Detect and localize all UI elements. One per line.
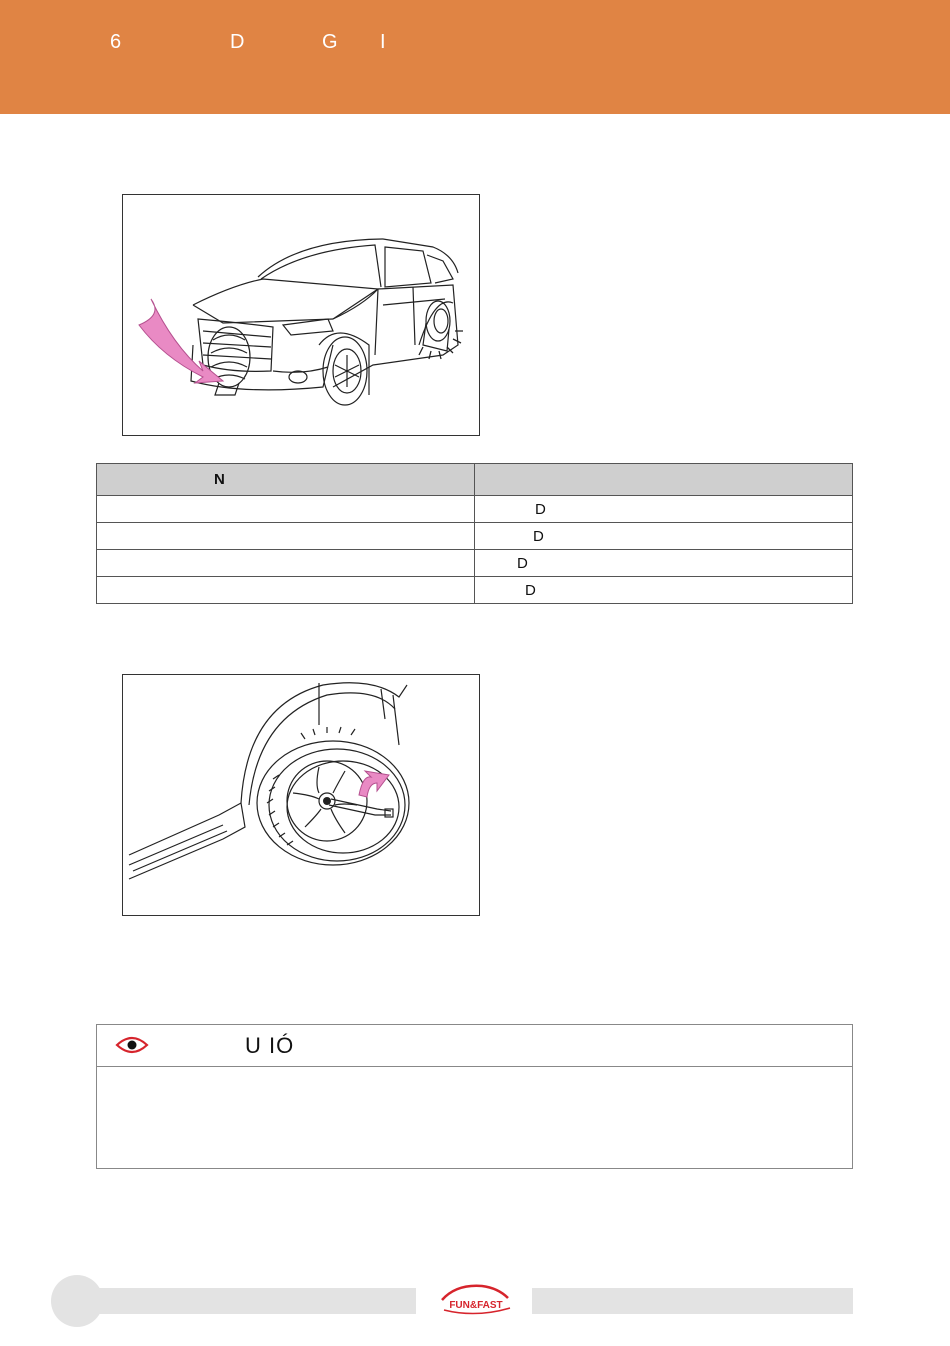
caution-box [96, 1024, 853, 1169]
table-cell [97, 523, 475, 550]
figure-wheel-lug-wrench [122, 674, 480, 916]
rotation-arrow-icon [359, 771, 389, 797]
table-cell: D [475, 523, 853, 550]
table-cell: D [475, 496, 853, 523]
table-cell [97, 550, 475, 577]
header-char-4: I [380, 31, 386, 53]
table-header-cell: N [97, 464, 475, 496]
header-char-1: 6 [110, 31, 122, 53]
table-row [97, 496, 853, 523]
torque-table [96, 463, 853, 604]
caution-title: U IÓ [245, 1033, 295, 1058]
caution-header [97, 1025, 852, 1067]
header-char-2: D [230, 31, 245, 53]
brand-logo-text: FUN&FAST [449, 1300, 503, 1311]
table-cell: D [475, 550, 853, 577]
header-char-3: G [322, 31, 338, 53]
table-cell [97, 577, 475, 604]
wheel-illustration [123, 675, 479, 915]
brand-logo [436, 1282, 516, 1318]
car-illustration [123, 195, 479, 435]
table-header-cell [475, 464, 853, 496]
table-row [97, 550, 853, 577]
page-header [0, 0, 950, 114]
table-cell [97, 496, 475, 523]
eye-icon [115, 1035, 149, 1055]
pink-arrow-icon [139, 299, 223, 383]
table-cell: D [475, 577, 853, 604]
footer-bar-left [76, 1288, 416, 1314]
table-row [97, 577, 853, 604]
figure-car-spare-tire [122, 194, 480, 436]
table-header-row [97, 464, 853, 496]
footer-bar-right [532, 1288, 853, 1314]
table-row [97, 523, 853, 550]
